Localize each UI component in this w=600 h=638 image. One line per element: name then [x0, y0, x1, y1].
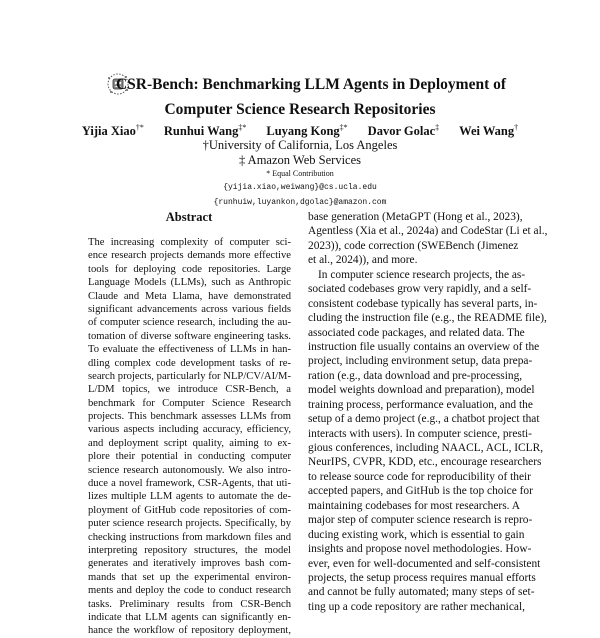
author-marks: ‡ — [435, 123, 440, 132]
text-line: dling complex code development tasks of re- — [88, 357, 291, 369]
text-line: consistent codebase typically has several parts, in- — [308, 297, 538, 310]
text-line: sociated codebases grow very rapidly, and a self- — [308, 283, 532, 296]
author — [459, 123, 518, 139]
author-name: Runhui Wang — [163, 124, 239, 139]
text-line: science research autonomously. We also intro- — [88, 464, 291, 476]
author-name: Davor Golac — [367, 124, 436, 139]
paper-title-line-2: Computer Science Research Repositories — [164, 101, 436, 118]
text-line: benchmark for Computer Science Research — [88, 397, 291, 409]
text-line: accepted papers, and GitHub is the top choice for — [308, 485, 533, 498]
text-line: tomation of diverse software engineering tasks. — [88, 330, 291, 342]
text-line: ever, even for well-documented and self-consistent — [308, 557, 541, 570]
equal-contribution-note: * Equal Contribution — [266, 169, 334, 178]
text-line: Claude and Meta Llama, have demonstrated — [88, 290, 291, 302]
text-line: In computer science research projects, the as- — [318, 268, 526, 281]
text-line: base generation (MetaGPT (Hong et al., 2023), — [308, 211, 523, 223]
text-line: ting up a code repository are rather mechanical, — [308, 600, 525, 613]
author-marks: †* — [135, 123, 144, 132]
text-line: to release source code for reproducibility of their — [308, 470, 531, 483]
text-line: insights and propose novel methodologies. How- — [308, 543, 532, 556]
email-ucla: {yijia.xiao,weiwang}@cs.ucla.edu — [223, 183, 377, 192]
text-line: Agentless (Xia et al., 2024a) and CodeStar (Li et al., — [308, 225, 548, 238]
text-line: L/DM topics, we introduce CSR-Bench, a — [88, 384, 291, 396]
text-line: projects. This benchmark assesses LLMs from — [88, 411, 291, 423]
text-line: mands that set up the experimental environ- — [88, 571, 291, 583]
text-line: maintaining codebases for most researchers. A — [308, 499, 520, 512]
text-line: NeurIPS, CVPR, KDD, etc., encourage researchers — [308, 456, 542, 469]
author-marks: † — [514, 123, 519, 132]
text-line: indicate that LLM agents can significantly en- — [88, 611, 291, 623]
abstract-heading: Abstract — [165, 210, 213, 224]
text-line: ments and deploy the code to conduct research — [88, 585, 291, 597]
author — [82, 123, 144, 139]
author — [164, 123, 246, 139]
text-line: instruction file usually contains an overview of the — [308, 340, 540, 353]
affiliation-ucla: †University of California, Los Angeles — [202, 138, 398, 152]
text-line: ducing existing work, which is essential to gain — [308, 528, 525, 541]
text-line: search projects, particularly for NLP/CV/AI/M- — [88, 370, 291, 382]
text-line: duce a novel framework, CSR-Agents, that uti- — [88, 478, 291, 490]
text-line: project, including environment setup, data prepa- — [308, 355, 533, 368]
text-line: various aspects including accuracy, efficiency, — [88, 424, 291, 436]
affiliation-amazon: ‡ Amazon Web Services — [239, 153, 361, 167]
paper-title-line-1: CSR-Bench: Benchmarking LLM Agents in Deployment of — [115, 76, 507, 93]
text-line: training process, performance evaluation, and the — [308, 398, 533, 411]
text-line: 2023)), code correction (SWEBench (Jimenez — [308, 239, 519, 252]
text-line: tools for deploying code repositories. Large — [88, 263, 291, 275]
text-line: ployment of GitHub code repositories of com- — [88, 504, 291, 516]
author-list — [0, 123, 600, 139]
text-line: and cannot be fully automated; many steps of set- — [308, 586, 535, 599]
introduction-body — [308, 210, 548, 614]
text-line: generates and iteratively improves bash com- — [88, 558, 291, 570]
text-line: significant advancements across various fields — [88, 303, 291, 315]
text-line: tasks. Preliminary results from CSR-Bench — [88, 598, 291, 610]
text-line: projects, the setup process requires manual efforts — [308, 571, 536, 584]
abstract-body — [88, 236, 291, 638]
text-line: puter science research projects. Specifically, by — [88, 518, 291, 530]
text-line: of computer science research, including the au- — [88, 317, 291, 329]
author — [266, 123, 347, 139]
email-amazon: {runhuiw,luyankon,dgolac}@amazon.com — [213, 198, 387, 207]
text-line: To evaluate the effectiveness of LLMs in han- — [88, 344, 291, 356]
author-name: Wei Wang — [459, 124, 515, 139]
text-line: et al., 2024)), and more. — [308, 254, 418, 267]
author-marks: ‡* — [339, 123, 348, 132]
text-line: associated code packages, and related data. The — [308, 326, 525, 339]
text-line: plore their potential in conducting computer — [88, 451, 291, 463]
text-line: model weights download and preparation), model — [308, 384, 535, 397]
text-line: interacts with users). In computer science, presti- — [308, 427, 532, 440]
author-name: Yijia Xiao — [81, 124, 136, 139]
text-line: The increasing complexity of computer sci- — [88, 237, 291, 248]
author — [368, 123, 439, 139]
text-line: cluding the instruction file (e.g., the README file), — [308, 312, 547, 325]
text-line: and deployment script quality, aiming to ex- — [88, 437, 291, 449]
text-line: hance the workflow of repository deployment, — [88, 625, 291, 637]
text-line: lizes multiple LLM agents to automate the de- — [88, 491, 291, 503]
text-line: setup of a demo project (e.g., a chatbot project that — [308, 413, 540, 426]
text-line: major step of computer science research is repro- — [308, 514, 533, 527]
text-line: ence research projects demands more effective — [88, 250, 291, 262]
text-line: Language Models (LLMs), such as Anthropic — [88, 277, 291, 289]
text-line: gious conferences, including NAACL, ACL, ICLR, — [308, 442, 544, 454]
text-line: ration (e.g., data download and pre-processing, — [308, 369, 523, 382]
author-marks: ‡* — [238, 123, 247, 132]
author-name: Luyang Kong — [266, 124, 340, 139]
text-line: interpreting repository structures, the model — [88, 544, 291, 556]
text-line: checking instructions from markdown files and — [88, 531, 291, 543]
